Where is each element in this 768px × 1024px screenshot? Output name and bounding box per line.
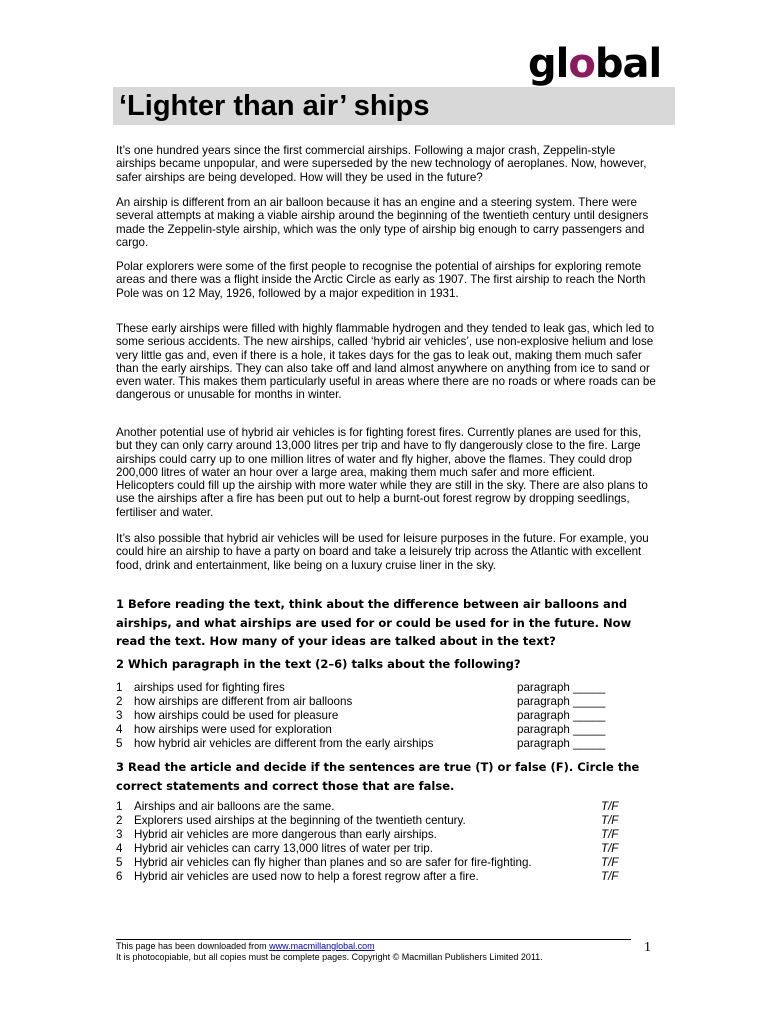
footer-download-note	[116, 941, 375, 952]
list-item	[116, 828, 636, 842]
footer-copyright: It is photocopiable, but all copies must be complete pages. Copyright © Macmillan Publishers Limited 2011.	[116, 952, 543, 962]
list-item	[116, 800, 636, 814]
item-number: 3	[116, 709, 123, 722]
macmillan-link[interactable]: www.macmillanglobal.com	[269, 941, 375, 951]
item-text: how hybrid air vehicles are different from the early airships	[134, 737, 434, 750]
list-item	[116, 681, 636, 695]
item-number: 2	[116, 814, 123, 827]
paragraph-3: Polar explorers were some of the first people to recognise the potential of airships for exploring remote areas and there was a flight inside the Arctic Circle as early as 1907. The first airship to reach the North Pole was on 12 May, 1926, followed by a major expedition in 1931.	[116, 260, 646, 300]
question-1: 1 Before reading the text, think about the difference between air balloons and airships, and what airships are used for or could be used for in the future. Now read the text. How many of your ideas are talked about in the text?	[116, 597, 632, 648]
item-text: Airships and air balloons are the same.	[134, 800, 335, 813]
logo-text-accent: o	[568, 41, 595, 87]
page-title: ‘Lighter than air’ ships	[119, 90, 430, 122]
item-number: 4	[116, 723, 123, 736]
paragraph-4: These early airships were filled with highly flammable hydrogen and they tended to leak gas, which led to some serious accidents. The new airships, called ‘hybrid air vehicles’, use non-explosive helium and lose very little gas and, even if there is a hole, it takes days for the gas to leak out, making them much safer than the early airships. They can also take off and land almost anywhere on anything from ice to sand or even water. This makes them particularly useful in areas where there are no roads or where roads can be dangerous or unusable for months in winter.	[116, 322, 656, 402]
item-number: 3	[116, 828, 123, 841]
true-false-choice: T/F	[601, 856, 619, 869]
item-text: how airships were used for exploration	[134, 723, 332, 736]
item-text: how airships could be used for pleasure	[134, 709, 339, 722]
question-3: 3 Read the article and decide if the sentences are true (T) or false (F). Circle the correct statements and correct those that are false.	[116, 760, 640, 793]
item-text: Explorers used airships at the beginning of the twentieth century.	[134, 814, 466, 827]
list-item	[116, 870, 636, 884]
list-item	[116, 856, 636, 870]
list-item	[116, 723, 636, 737]
list-item	[116, 842, 636, 856]
item-text: Hybrid air vehicles can fly higher than planes and so are safer for fire-fighting.	[134, 856, 532, 869]
item-text: Hybrid air vehicles are more dangerous than early airships.	[134, 828, 437, 841]
item-number: 6	[116, 870, 123, 883]
true-false-choice: T/F	[601, 814, 619, 827]
true-false-choice: T/F	[601, 800, 619, 813]
item-number: 1	[116, 681, 123, 694]
list-item	[116, 709, 636, 723]
item-number: 5	[116, 737, 123, 750]
question-2: 2 Which paragraph in the text (2–6) talks about the following?	[116, 657, 521, 671]
list-item	[116, 814, 636, 828]
logo-text-start: gl	[528, 41, 569, 87]
item-number: 2	[116, 695, 123, 708]
answer-blank: paragraph _____	[517, 695, 606, 708]
page-number: 1	[644, 940, 651, 955]
question-3-list	[116, 800, 636, 884]
list-item	[116, 695, 636, 709]
item-text: Hybrid air vehicles are used now to help a forest regrow after a fire.	[134, 870, 479, 883]
paragraph-2: An airship is different from an air balloon because it has an engine and a steering system. There were several attempts at making a viable airship around the beginning of the twentieth century until designers made the Zeppelin-style airship, which was the only type of airship big enough to carry passengers and cargo.	[116, 196, 649, 249]
footer-divider	[116, 939, 631, 940]
answer-blank: paragraph _____	[517, 723, 606, 736]
answer-blank: paragraph _____	[517, 709, 606, 722]
item-number: 4	[116, 842, 123, 855]
answer-blank: paragraph _____	[517, 737, 606, 750]
true-false-choice: T/F	[601, 842, 619, 855]
item-number: 1	[116, 800, 123, 813]
title-bar	[113, 87, 675, 125]
true-false-choice: T/F	[601, 870, 619, 883]
footer-prefix: This page has been downloaded from	[116, 941, 270, 951]
paragraph-5: Another potential use of hybrid air vehicles is for fighting forest fires. Currently planes are used for this, but they can only carry around 13,000 litres per trip and have to fly dangerously close to the fire. Large airships could carry up to one million litres of water and fly higher, above the flames. They could drop 200,000 litres of water an hour over a large area, making them much safer and more efficient. Helicopters could fill up the airship with more water while they are still in the sky. There are also plans to use the airships after a fire has been put out to help a burnt-out forest regrow by dropping seedlings, fertiliser and water.	[116, 426, 648, 519]
answer-blank: paragraph _____	[517, 681, 606, 694]
global-logo	[528, 40, 661, 88]
list-item	[116, 737, 636, 751]
question-2-list	[116, 681, 636, 751]
logo-text-end: bal	[594, 41, 662, 87]
item-text: Hybrid air vehicles can carry 13,000 litres of water per trip.	[134, 842, 433, 855]
true-false-choice: T/F	[601, 828, 619, 841]
paragraph-1: It’s one hundred years since the first commercial airships. Following a major crash, Zeppelin-style airships became unpopular, and were superseded by the new technology of aeroplanes. Now, however, safer airships are being developed. How will they be used in the future?	[116, 144, 647, 184]
item-text: airships used for fighting fires	[134, 681, 285, 694]
paragraph-6: It’s also possible that hybrid air vehicles will be used for leisure purposes in the future. For example, you could hire an airship to have a party on board and take a leisurely trip across the Atlantic with excellent food, drink and entertainment, like being on a luxury cruise liner in the sky.	[116, 532, 649, 572]
item-number: 5	[116, 856, 123, 869]
item-text: how airships are different from air balloons	[134, 695, 353, 708]
